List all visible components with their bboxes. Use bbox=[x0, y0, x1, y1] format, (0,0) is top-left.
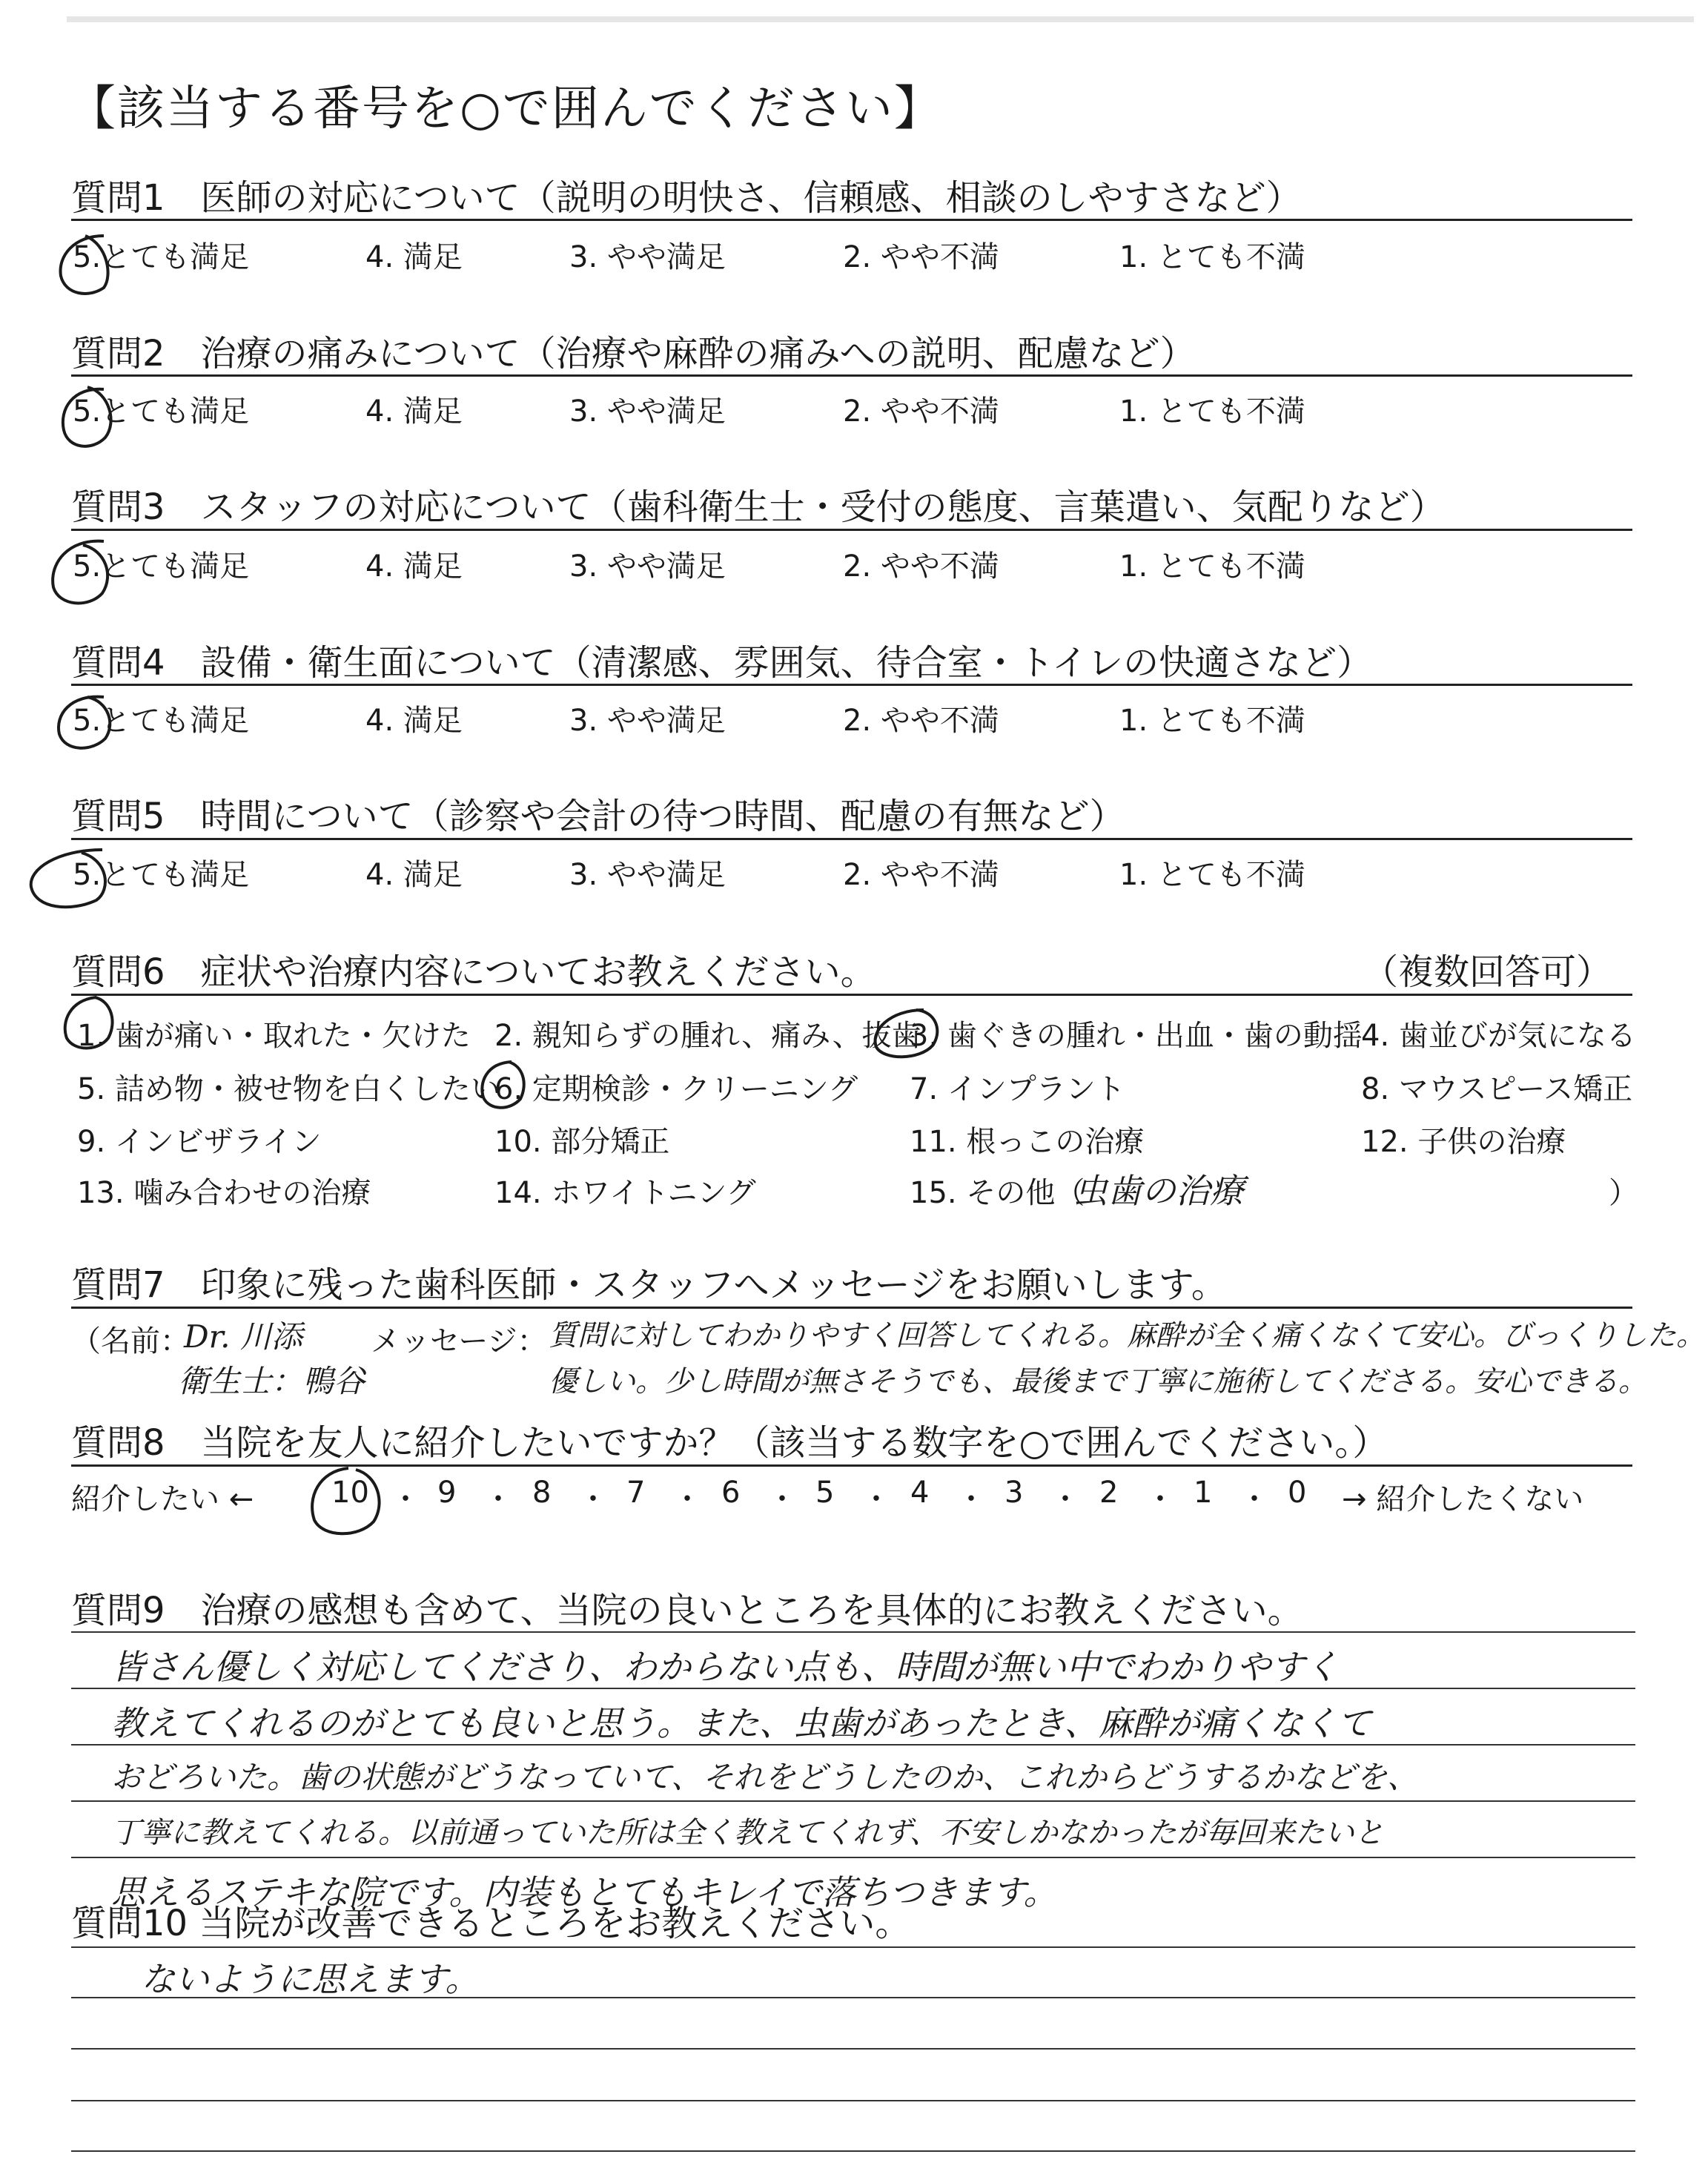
question-1: 質問1 医師の対応について（説明の明快さ、信頼感、相談のしやすさなど） bbox=[71, 177, 1302, 219]
question-10: 質問10 当院が改善できるところをお教えください。 bbox=[71, 1903, 911, 1944]
q9-answer-line-3: おどろいた。歯の状態がどうなっていて、それをどうしたのか、これからどうするかなどを、 bbox=[111, 1759, 1419, 1795]
q1-option-2[interactable]: 2. やや不満 bbox=[843, 240, 999, 274]
q5-option-1[interactable]: 1. とても不満 bbox=[1119, 858, 1305, 892]
score-7[interactable]: 7 bbox=[626, 1476, 646, 1510]
dot: ・ bbox=[672, 1482, 702, 1516]
q3-option-2[interactable]: 2. やや不満 bbox=[843, 549, 999, 584]
answer-line bbox=[71, 1800, 1635, 1802]
q2-option-2[interactable]: 2. やや不満 bbox=[843, 394, 999, 429]
doctor-name: Dr. 川添 bbox=[184, 1318, 302, 1355]
q6-option-15[interactable]: 15. その他（ bbox=[910, 1176, 1085, 1210]
q4-option-5[interactable]: 5.とても満足 bbox=[73, 704, 250, 738]
q9-answer-line-1: 皆さん優しく対応してくださり、わからない点も、時間が無い中でわかりやすく bbox=[111, 1647, 1339, 1687]
score-9[interactable]: 9 bbox=[437, 1476, 457, 1510]
question-9: 質問9 治療の感想も含めて、当院の良いところを具体的にお教えください。 bbox=[71, 1590, 1303, 1631]
q10-answer-line-1: ないように思えます。 bbox=[141, 1959, 480, 1999]
dot: ・ bbox=[1239, 1482, 1269, 1516]
q6-option-3[interactable]: 3. 歯ぐきの腫れ・出血・歯の動揺 bbox=[910, 1019, 1363, 1053]
dot: ・ bbox=[1145, 1482, 1175, 1516]
q9-answer-line-4: 丁寧に教えてくれる。以前通っていた所は全く教えてくれず、不安しかなかったが毎回来たいと bbox=[111, 1816, 1384, 1850]
dot: ・ bbox=[956, 1482, 986, 1516]
q5-option-3[interactable]: 3. やや満足 bbox=[569, 858, 726, 892]
q4-option-3[interactable]: 3. やや満足 bbox=[569, 704, 726, 738]
dot: ・ bbox=[861, 1482, 891, 1516]
score-8[interactable]: 8 bbox=[532, 1476, 552, 1510]
q6-option-14[interactable]: 14. ホワイトニング bbox=[494, 1176, 756, 1210]
question-2: 質問2 治療の痛みについて（治療や麻酔の痛みへの説明、配慮など） bbox=[71, 333, 1196, 374]
rule bbox=[71, 1307, 1632, 1309]
q4-option-2[interactable]: 2. やや不満 bbox=[843, 704, 999, 738]
q2-option-5[interactable]: 5.とても満足 bbox=[73, 394, 250, 429]
score-5[interactable]: 5 bbox=[815, 1476, 835, 1510]
q9-answer-line-2: 教えてくれるのがとても良いと思う。また、虫歯があったとき、麻酔が痛くなくて bbox=[111, 1703, 1371, 1743]
q1-option-3[interactable]: 3. やや満足 bbox=[569, 240, 726, 274]
q9-answer-line-5: 思えるステキな院です。内装もとてもキレイで落ちつきます。 bbox=[111, 1872, 1058, 1912]
q1-option-4[interactable]: 4. 満足 bbox=[365, 240, 463, 274]
score-2[interactable]: 2 bbox=[1099, 1476, 1119, 1510]
q2-option-4[interactable]: 4. 満足 bbox=[365, 394, 463, 429]
recommend-left-label: 紹介したい ← bbox=[71, 1482, 254, 1516]
q1-option-1[interactable]: 1. とても不満 bbox=[1119, 240, 1305, 274]
q6-option-12[interactable]: 12. 子供の治療 bbox=[1361, 1125, 1566, 1159]
answer-line bbox=[71, 1631, 1635, 1633]
score-10[interactable]: 10 bbox=[331, 1476, 369, 1510]
q3-option-4[interactable]: 4. 満足 bbox=[365, 549, 463, 584]
dot: ・ bbox=[578, 1482, 608, 1516]
q5-option-2[interactable]: 2. やや不満 bbox=[843, 858, 999, 892]
q6-other-answer: 虫歯の治療 bbox=[1073, 1171, 1244, 1211]
q6-option-11[interactable]: 11. 根っこの治療 bbox=[910, 1125, 1145, 1159]
rule bbox=[71, 684, 1632, 686]
score-4[interactable]: 4 bbox=[910, 1476, 930, 1510]
dot: ・ bbox=[391, 1482, 420, 1516]
dot: ・ bbox=[767, 1482, 797, 1516]
rule bbox=[71, 994, 1632, 996]
q5-option-5[interactable]: 5.とても満足 bbox=[73, 858, 250, 892]
score-6[interactable]: 6 bbox=[721, 1476, 741, 1510]
q6-option-13[interactable]: 13. 噛み合わせの治療 bbox=[77, 1176, 371, 1210]
rule bbox=[71, 219, 1632, 221]
q2-option-3[interactable]: 3. やや満足 bbox=[569, 394, 726, 429]
answer-line bbox=[71, 2100, 1635, 2101]
rule bbox=[71, 1464, 1632, 1467]
q6-option-4[interactable]: 4. 歯並びが気になる bbox=[1361, 1019, 1636, 1053]
question-3: 質問3 スタッフの対応について（歯科衛生士・受付の態度、言葉遣い、気配りなど） bbox=[71, 486, 1446, 528]
score-1[interactable]: 1 bbox=[1194, 1476, 1213, 1510]
q6-option-9[interactable]: 9. インビザライン bbox=[77, 1125, 322, 1159]
q3-option-1[interactable]: 1. とても不満 bbox=[1119, 549, 1305, 584]
question-8: 質問8 当院を友人に紹介したいですか？（該当する数字を○で囲んでください。） bbox=[71, 1422, 1388, 1464]
q6-option-8[interactable]: 8. マウスピース矯正 bbox=[1361, 1072, 1633, 1106]
message-label: メッセージ： bbox=[371, 1324, 547, 1358]
rule bbox=[71, 838, 1632, 840]
rule bbox=[71, 374, 1632, 377]
q6-option-10[interactable]: 10. 部分矯正 bbox=[494, 1125, 670, 1159]
question-6: 質問6 症状や治療内容についてお教えください。 bbox=[71, 951, 876, 993]
recommend-right-label: → 紹介したくない bbox=[1342, 1482, 1584, 1516]
q3-option-5[interactable]: 5.とても満足 bbox=[73, 549, 250, 584]
answer-line bbox=[71, 1857, 1635, 1858]
q6-option-7[interactable]: 7. インプラント bbox=[910, 1072, 1125, 1106]
q4-option-1[interactable]: 1. とても不満 bbox=[1119, 704, 1305, 738]
answer-line bbox=[71, 1946, 1635, 1948]
score-0[interactable]: 0 bbox=[1288, 1476, 1307, 1510]
top-edge bbox=[67, 16, 1694, 22]
q6-option-1[interactable]: 1. 歯が痛い・取れた・欠けた bbox=[77, 1019, 471, 1053]
answer-line bbox=[71, 2048, 1635, 2050]
q2-option-1[interactable]: 1. とても不満 bbox=[1119, 394, 1305, 429]
multiple-answers-note: （複数回答可） bbox=[1363, 951, 1612, 993]
question-4: 質問4 設備・衛生面について（清潔感、雰囲気、待合室・トイレの快適さなど） bbox=[71, 642, 1373, 684]
page-title: 【該当する番号を○で囲んでください】 bbox=[68, 82, 943, 136]
q6-option-2[interactable]: 2. 親知らずの腫れ、痛み、抜歯 bbox=[494, 1019, 921, 1053]
dot: ・ bbox=[483, 1482, 513, 1516]
question-7: 質問7 印象に残った歯科医師・スタッフへメッセージをお願いします。 bbox=[71, 1264, 1227, 1306]
name-label: （名前： bbox=[71, 1324, 190, 1358]
q5-option-4[interactable]: 4. 満足 bbox=[365, 858, 463, 892]
dot: ・ bbox=[1050, 1482, 1080, 1516]
q6-option-6[interactable]: 6. 定期検診・クリーニング bbox=[494, 1072, 858, 1106]
q3-option-3[interactable]: 3. やや満足 bbox=[569, 549, 726, 584]
q6-option-5[interactable]: 5. 詰め物・被せ物を白くしたい bbox=[77, 1072, 500, 1106]
message-line-2: 優しい。少し時間が無さそうでも、最後まで丁寧に施術してくださる。安心できる。 bbox=[549, 1365, 1648, 1398]
hygienist-name: 衛生士：鴨谷 bbox=[178, 1363, 365, 1399]
question-5: 質問5 時間について（診察や会計の待つ時間、配慮の有無など） bbox=[71, 796, 1125, 837]
message-line-1: 質問に対してわかりやすく回答してくれる。麻酔が全く痛くなくて安心。びっくりした。 bbox=[549, 1319, 1706, 1353]
q4-option-4[interactable]: 4. 満足 bbox=[365, 704, 463, 738]
rule bbox=[71, 529, 1632, 531]
q6-other-close: ） bbox=[1609, 1176, 1638, 1210]
score-3[interactable]: 3 bbox=[1004, 1476, 1024, 1510]
answer-line bbox=[71, 2150, 1635, 2152]
q1-option-5[interactable]: 5.とても満足 bbox=[73, 240, 250, 274]
